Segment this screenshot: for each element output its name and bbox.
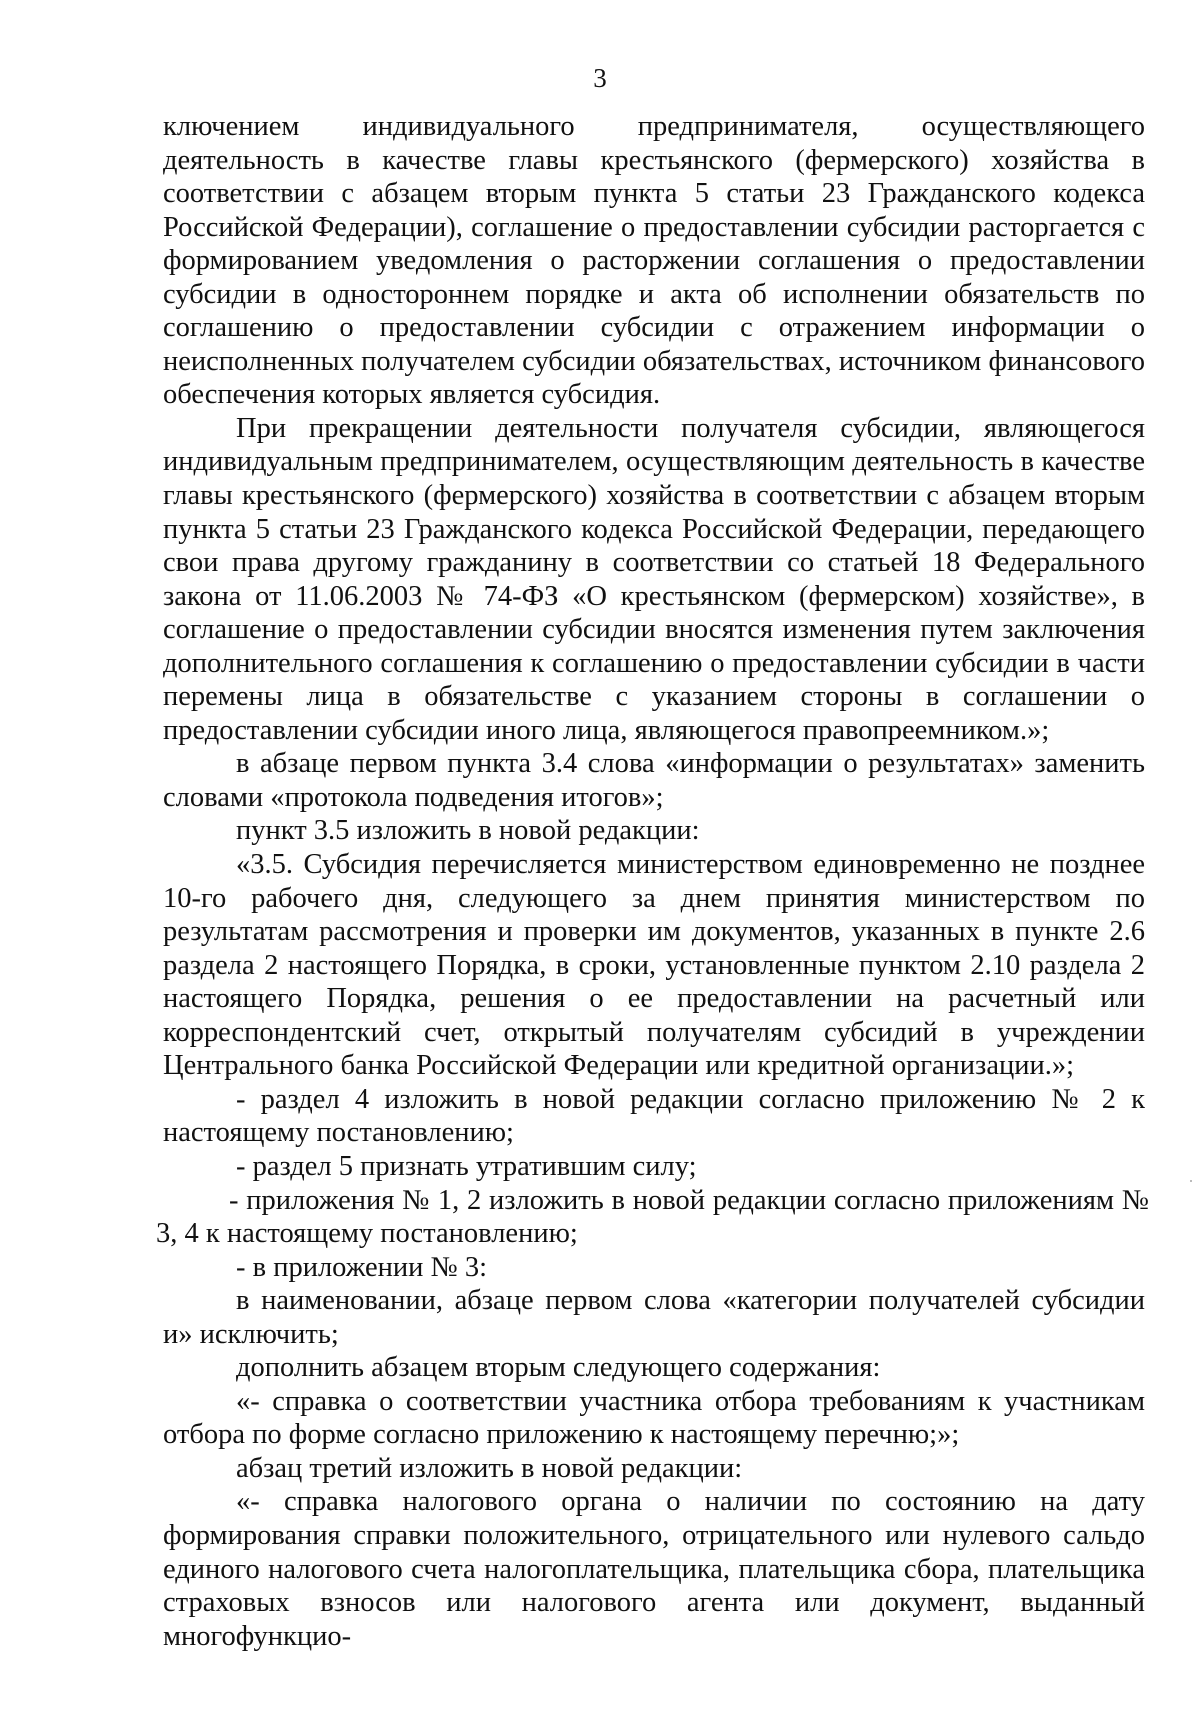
paragraph-appendix-3-title: в наименовании, абзаце первом слова «категории получателей субсидии и» исключить; xyxy=(163,1285,1145,1350)
paragraph-appendix-3: - в приложении № 3: xyxy=(236,1251,488,1283)
paragraph-clause-3-5-intro: пункт 3.5 изложить в новой редакции: xyxy=(236,815,700,847)
paragraph-add-second-paragraph: дополнить абзацем вторым следующего содержания: xyxy=(236,1352,881,1384)
paragraph-clause-3-4: в абзаце первом пункта 3.4 слова «информации о результатах» заменить словами «протокола подведения итогов»; xyxy=(163,748,1145,813)
paragraph-appendices-1-2: - приложения № 1, 2 изложить в новой редакции согласно приложениям № 3, 4 к настоящему постановлению; xyxy=(156,1184,1149,1250)
paragraph-compliance-certificate: «- справка о соответствии участника отбора требованиям к участникам отбора по форме согласно приложению к настоящему перечню;»; xyxy=(163,1385,1145,1451)
paragraph-clause-3-5-text: «3.5. Субсидия перечисляется министерством единовременно не позднее 10-го рабочего дня, следующего за днем принятия министерством по результатам рассмотрения и проверки им документов, указанных в пункте 2.6 раздела 2 настоящего Порядка, в сроки, установленные пунктом 2.10 раздела 2 настоящего Порядка, решения о ее предоставлении на расчетный или корреспондентский счет, открытый получателям субсидий в учреждении Центрального банка Российской Федерации или кредитной организации.»; xyxy=(163,849,1145,1082)
scan-speck xyxy=(1190,1180,1192,1182)
paragraph-third-paragraph: абзац третий изложить в новой редакции: xyxy=(236,1452,743,1484)
paragraph-termination-of-activity: При прекращении деятельности получателя субсидии, являющегося индивидуальным предпринимателем, осуществляющим деятельность в качестве главы крестьянского (фермерского) хозяйства в соответствии с абзацем вторым пункта 5 статьи 23 Гражданского кодекса Российской Федерации, передающего свои права другому гражданину в соответствии со статьей 18 Федерального закона от 11.06.2003 № 74-ФЗ «О крестьянском (фермерском) хозяйстве», в соглашение о предоставлении субсидии вносятся изменения путем заключения дополнительного соглашения к соглашению о предоставлении субсидии в части перемены лица в обязательстве с указанием стороны в соглашении о предоставлении субсидии иного лица, являющегося правопреемником.»; xyxy=(163,412,1145,746)
document-body xyxy=(156,110,1149,1653)
paragraph-tax-certificate: «- справка налогового органа о наличии по состоянию на дату формирования справки положительного, отрицательного или нулевого сальдо единого налогового счета налогоплательщика, плательщика сбора, плательщика страховых взносов или налогового агента или документ, выданный многофункцио- xyxy=(163,1486,1145,1652)
page-number: 3 xyxy=(593,63,607,93)
paragraph-continuation: ключением индивидуального предпринимателя, осуществляющего деятельность в качестве главы крестьянского (фермерского) хозяйства в соответствии с абзацем вторым пункта 5 статьи 23 Гражданского кодекса Российской Федерации), соглашение о предоставлении субсидии расторгается с формированием уведомления о расторжении соглашения о предоставлении субсидии в одностороннем порядке и акта об исполнении обязательств по соглашению о предоставлении субсидии с отражением информации о неисполненных получателем субсидии обязательствах, источником финансового обеспечения которых является субсидия. xyxy=(163,111,1145,411)
paragraph-section-4: - раздел 4 изложить в новой редакции согласно приложению № 2 к настоящему постановлению; xyxy=(163,1083,1145,1149)
paragraph-section-5: - раздел 5 признать утратившим силу; xyxy=(236,1150,697,1182)
